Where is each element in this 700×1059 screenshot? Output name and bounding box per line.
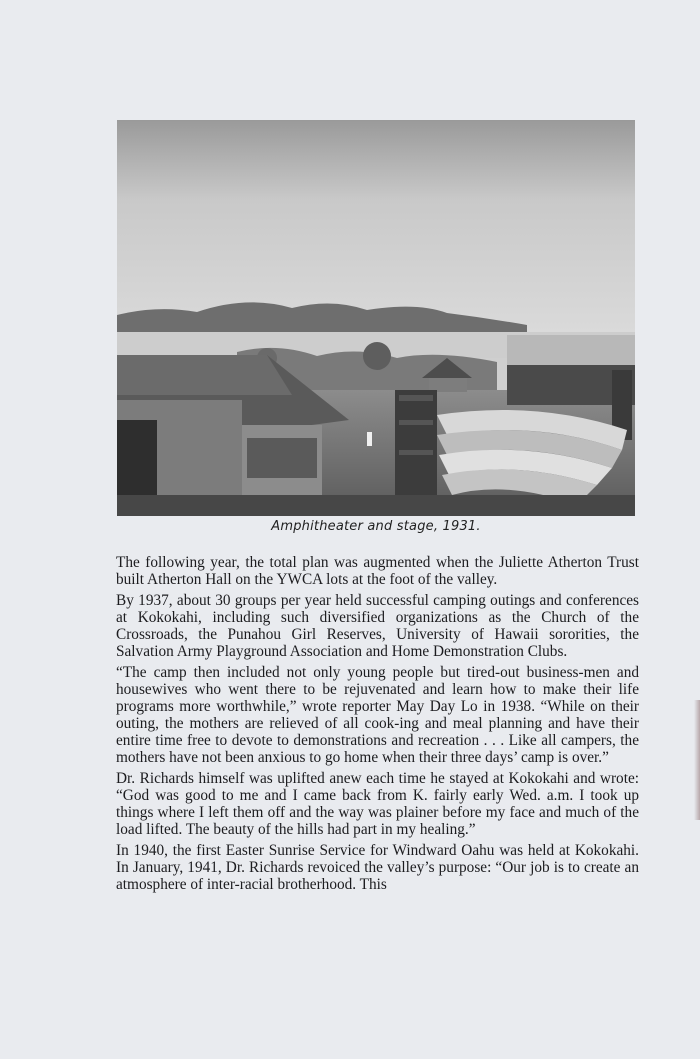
paragraph-richards: Dr. Richards himself was uplifted anew each time he stayed at Kokokahi and wrote: “God was good to me and I came back from K. fairly early Wed. a.m. I took up things where I left them off and the way was plainer before my face and much of the load lifted. The beauty of the hills had part in my healing.” xyxy=(116,770,639,838)
page-edge xyxy=(694,700,700,820)
photo-caption: Amphitheater and stage, 1931. xyxy=(271,519,481,534)
paragraph-1940-easter: In 1940, the first Easter Sunrise Service for Windward Oahu was held at Kokokahi. In January, 1941, Dr. Richards revoiced the valley’s purpose: “Our job is to create an atmosphere of inter-racial brotherhood. This xyxy=(116,842,639,893)
paragraph-1937-groups: By 1937, about 30 groups per year held successful camping outings and conferences at Kokokahi, including such diversified organizations as the Church of the Crossroads, the Punahou Girl Reserves, University of Hawaii sororities, the Salvation Army Playground Association and Home Demonstration Clubs. xyxy=(116,592,639,660)
amphitheater-photo xyxy=(117,120,635,516)
paragraph-atherton-hall: The following year, the total plan was augmented when the Juliette Atherton Trust built Atherton Hall on the YWCA lots at the foot of the valley. xyxy=(116,554,639,588)
body-text xyxy=(116,554,639,897)
paragraph-camp-quote: “The camp then included not only young people but tired-out business-men and housewives who went there to be rejuvenated and learn how to make their life programs more worthwhile,” wrote reporter May Day Lo in 1938. “While on their outing, the mothers are relieved of all cook-ing and meal planning and have their entire time free to devote to demonstrations and recreation . . . Like all campers, the mothers have not been anxious to go home when their three days’ camp is over.” xyxy=(116,664,639,766)
